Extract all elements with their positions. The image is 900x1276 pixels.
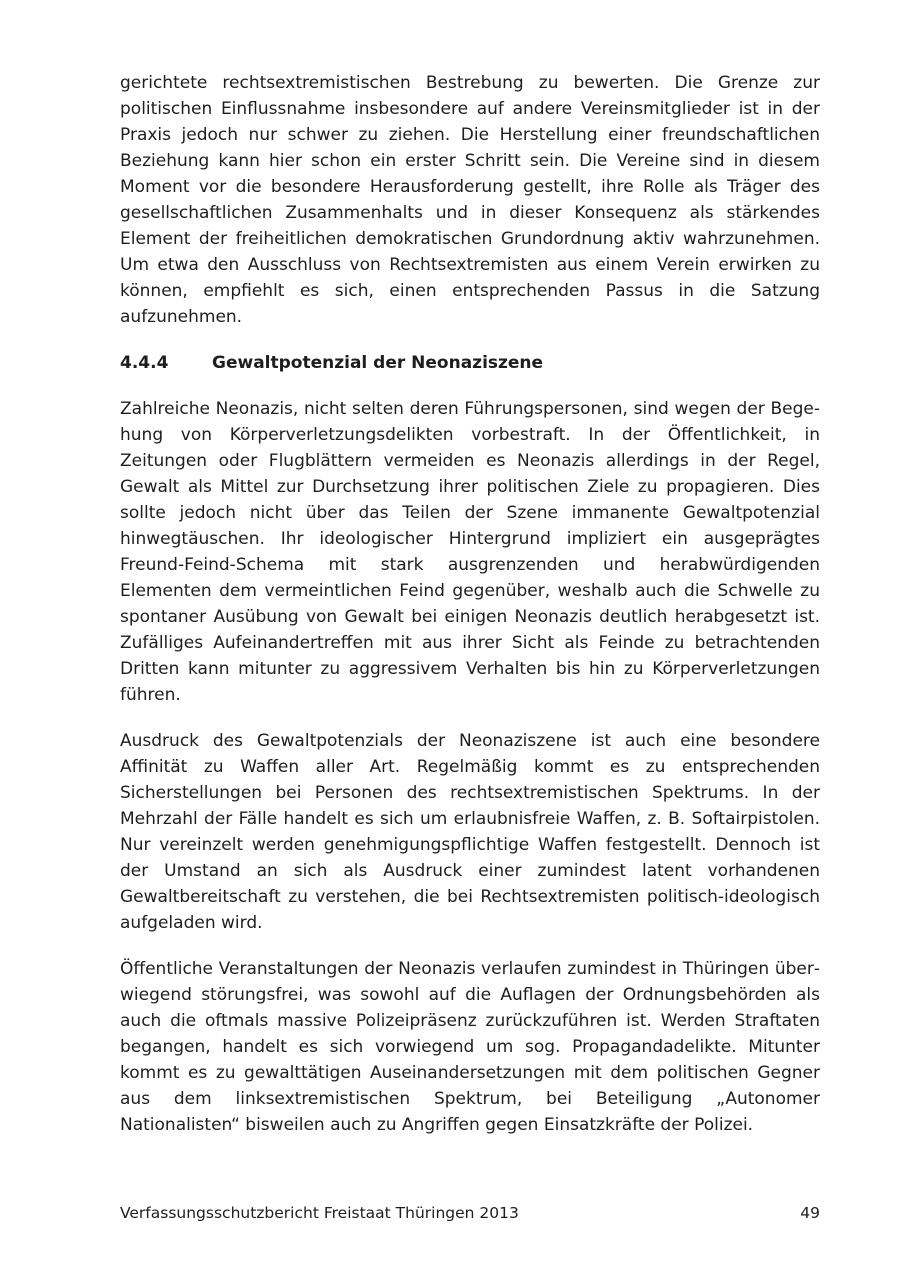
paragraph-public-events: Öffentliche Veranstaltungen der Neonazis verlaufen zumindest in Thüringen überwiegend störungsfrei, was sowohl auf die Auflagen der Ordnungsbehörden als auch die oftmals massive Polizeipräsenz zurückzuführen ist. Werden Straftaten begangen, handelt es sich vorwiegend um sog. Propagandadelikte. Mitunter kommt es zu gewalttätigen Auseinandersetzungen mit dem politischen Gegner aus dem linksextremistischen Spektrum, bei Beteiligung „Autonomer Nationalisten“ bisweilen auch zu Angriffen gegen Einsatzkräfte der Polizei.	[120, 959, 820, 1135]
footer-publication: Verfassungsschutzbericht Freistaat Thüringen 2013	[120, 1204, 519, 1222]
section-title: Gewaltpotenzial der Neonaziszene	[212, 353, 544, 373]
page-footer	[120, 1202, 820, 1224]
page-body	[120, 70, 820, 1138]
section-heading	[120, 350, 820, 376]
paragraph-violence-potential: Zahlreiche Neonazis, nicht selten deren Führungspersonen, sind wegen der Begehung von Körperverletzungsdelikten vorbestraft. In der Öffentlichkeit, in Zeitungen oder Flugblättern vermeiden es Neonazis allerdings in der Regel, Gewalt als Mittel zur Durchsetzung ihrer politischen Ziele zu propagieren. Dies sollte jedoch nicht über das Teilen der Szene immanente Gewaltpotenzial hinwegtäuschen. Ihr ideologischer Hintergrund impliziert ein ausgeprägtes Freund-Feind-Schema mit stark ausgrenzenden und herabwürdigenden Elementen dem vermeintlichen Feind gegenüber, weshalb auch die Schwelle zu spontaner Ausübung von Gewalt bei einigen Neonazis deutlich herabgesetzt ist. Zufälliges Aufeinandertreffen mit aus ihrer Sicht als Feinde zu betrachtenden Dritten kann mitunter zu aggressivem Verhalten bis hin zu Körperverletzungen führen.	[120, 399, 820, 705]
paragraph-weapons-affinity: Ausdruck des Gewaltpotenzials der Neonaziszene ist auch eine besondere Affinität zu Waffen aller Art. Regelmäßig kommt es zu entsprechenden Sicherstellungen bei Personen des rechtsextremistischen Spektrums. In der Mehrzahl der Fälle handelt es sich um erlaubnisfreie Waffen, z. B. Softairpistolen. Nur vereinzelt werden genehmigungspflichtige Waffen festgestellt. Dennoch ist der Umstand an sich als Ausdruck einer zumindest latent vorhandenen Gewaltbereitschaft zu verstehen, die bei Rechtsextremisten politisch-ideologisch aufgeladen wird.	[120, 731, 820, 933]
section-number: 4.4.4	[120, 353, 169, 373]
page-number: 49	[800, 1204, 820, 1222]
intro-paragraph: gerichtete rechtsextremistischen Bestrebung zu bewerten. Die Grenze zur politischen Einflussnahme insbesondere auf andere Vereinsmitglieder ist in der Praxis jedoch nur schwer zu ziehen. Die Herstellung einer freundschaftlichen Beziehung kann hier schon ein erster Schritt sein. Die Vereine sind in diesem Moment vor die besondere Herausforderung gestellt, ihre Rolle als Träger des gesellschaftlichen Zusammenhalts und in dieser Konsequenz als stärkendes Element der freiheitlichen demokratischen Grundordnung aktiv wahrzunehmen. Um etwa den Ausschluss von Rechtsextremisten aus einem Verein erwirken zu können, empfiehlt es sich, einen entsprechenden Passus in die Satzung aufzunehmen.	[120, 73, 820, 327]
